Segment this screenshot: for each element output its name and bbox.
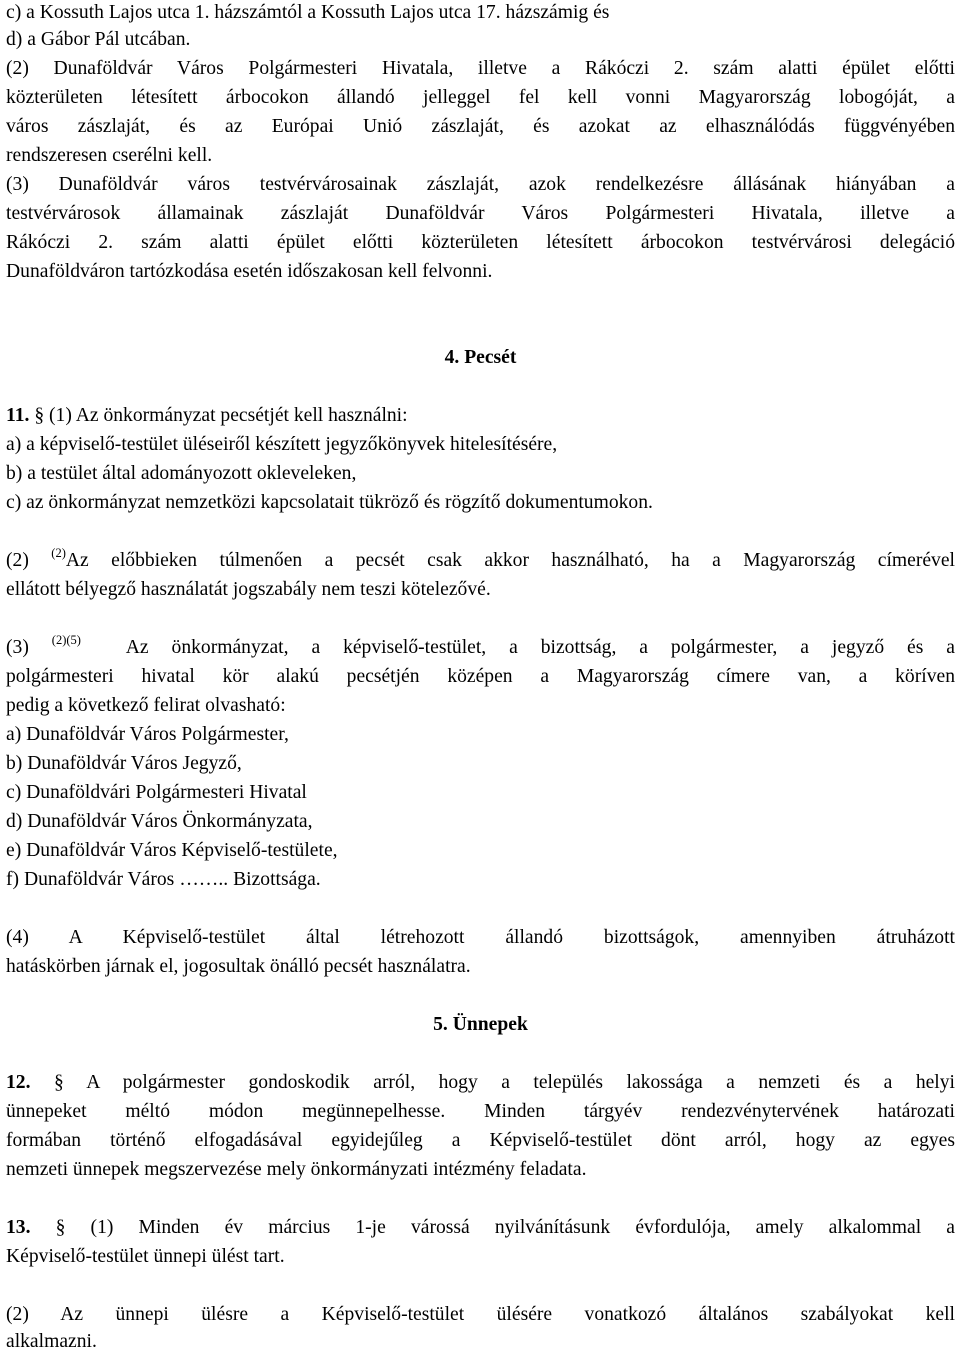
footnote-ref: (2)(5)	[51, 633, 81, 647]
list-item-c: c) a Kossuth Lajos utca 1. házszámtól a Kossuth Lajos utca 17. házszámig és	[6, 2, 610, 23]
paragraph-2-line-3: város zászlaját, és az Európai Unió zászlaját, és azokat az elhasználódás függvényében	[6, 116, 955, 137]
section-11-paragraph-3-line-2: polgármesteri hivatal kör alakú pecsétjén középen a Magyarország címere van, a köríven	[6, 666, 955, 687]
section-12-line-3: formában történő elfogadásával egyidejűleg a Képviselő-testület dönt arról, hogy az egyes	[6, 1130, 955, 1151]
section-11-item-a: a) a képviselő-testület üléseiről készített jegyzőkönyvek hitelesítésére,	[6, 434, 558, 455]
footnote-ref: (2)	[51, 546, 66, 560]
section-12-line-2: ünnepeket méltó módon megünnepelhesse. Minden tárgyév rendezvénytervének határozati	[6, 1101, 955, 1122]
paragraph-2-line-4: rendszeresen cserélni kell.	[6, 145, 213, 166]
section-11-item-b: b) a testület által adományozott okleveleken,	[6, 463, 357, 484]
seal-item-e: e) Dunaföldvár Város Képviselő-testülete,	[6, 840, 338, 861]
paragraph-number: (2)	[6, 550, 29, 571]
section-13-paragraph-2-line-1: (2) Az ünnepi ülésre a Képviselő-testület ülésére vonatkozó általános szabályokat kell	[6, 1304, 955, 1325]
section-11-paragraph-4-line-1: (4) A Képviselő-testület által létrehozott állandó bizottságok, amennyiben átruházott	[6, 927, 955, 948]
section-11-paragraph-2-line-2: ellátott bélyegző használatát jogszabály nem teszi kötelezővé.	[6, 579, 491, 600]
section-5-heading: 5. Ünnepek	[433, 1014, 528, 1035]
paragraph-number: (3)	[6, 637, 29, 658]
section-11-paragraph-3-line-3: pedig a következő felirat olvasható:	[6, 695, 286, 716]
paragraph-sign: §	[53, 1072, 64, 1093]
section-11-item-c: c) az önkormányzat nemzetközi kapcsolatait tükröző és rögzítő dokumentumokon.	[6, 492, 653, 513]
section-11-line-1	[6, 403, 408, 429]
section-11-paragraph-4-line-2: hatáskörben járnak el, jogosultak önálló pecsét használatra.	[6, 956, 471, 977]
paragraph-2-line-1: (2) Dunaföldvár Város Polgármesteri Hivatala, illetve a Rákóczi 2. szám alatti épület előtti	[6, 58, 955, 79]
paragraph-3-line-2: testvérvárosok államainak zászlaját Dunaföldvár Város Polgármesteri Hivatala, illetve a	[6, 203, 955, 224]
section-12-line-1	[6, 1070, 955, 1096]
section-13-number: 13.	[6, 1217, 31, 1238]
paragraph-3-line-1: (3) Dunaföldvár város testvérvárosainak zászlaját, azok rendelkezésre állásának hiányában a	[6, 174, 955, 195]
section-12-line-4: nemzeti ünnepek megszervezése mely önkormányzati intézmény feladata.	[6, 1159, 587, 1180]
seal-item-b: b) Dunaföldvár Város Jegyző,	[6, 753, 242, 774]
section-13-text: (1) Minden év március 1-je várossá nyilvánításunk évfordulója, amely alkalommal a	[90, 1217, 955, 1238]
paragraph-text: Az előbbieken túlmenően a pecsét csak akkor használható, ha a Magyarország címerével	[65, 550, 955, 571]
section-11-paragraph-2-line-1	[6, 548, 955, 574]
paragraph-text: Az önkormányzat, a képviselő-testület, a bizottság, a polgármester, a jegyző és a	[125, 637, 956, 658]
paragraph-3-line-3: Rákóczi 2. szám alatti épület előtti közterületen létesített árbocokon testvérvárosi delegáció	[6, 232, 955, 253]
section-12-number: 12.	[6, 1072, 31, 1093]
paragraph-sign: §	[34, 405, 45, 426]
section-13-paragraph-2-line-2: alkalmazni.	[6, 1331, 97, 1352]
paragraph-sign: §	[55, 1217, 66, 1238]
paragraph-3-line-4: Dunaföldváron tartózkodása esetén időszakosan kell felvonni.	[6, 261, 493, 282]
seal-item-a: a) Dunaföldvár Város Polgármester,	[6, 724, 289, 745]
section-11-paragraph-3-line-1	[6, 635, 955, 661]
seal-item-f: f) Dunaföldvár Város …….. Bizottsága.	[6, 869, 321, 890]
section-11-number: 11.	[6, 405, 30, 426]
section-13-line-1	[6, 1215, 955, 1241]
paragraph-2-line-2: közterületen létesített árbocokon állandó jelleggel fel kell vonni Magyarország lobogóját, a	[6, 87, 955, 108]
seal-item-d: d) Dunaföldvár Város Önkormányzata,	[6, 811, 313, 832]
section-13-line-2: Képviselő-testület ünnepi ülést tart.	[6, 1246, 285, 1267]
section-11-text: (1) Az önkormányzat pecsétjét kell használni:	[49, 405, 408, 426]
seal-item-c: c) Dunaföldvári Polgármesteri Hivatal	[6, 782, 307, 803]
section-4-heading: 4. Pecsét	[444, 347, 517, 368]
list-item-d: d) a Gábor Pál utcában.	[6, 29, 191, 50]
section-12-text: A polgármester gondoskodik arról, hogy a település lakossága a nemzeti és a helyi	[86, 1072, 955, 1093]
